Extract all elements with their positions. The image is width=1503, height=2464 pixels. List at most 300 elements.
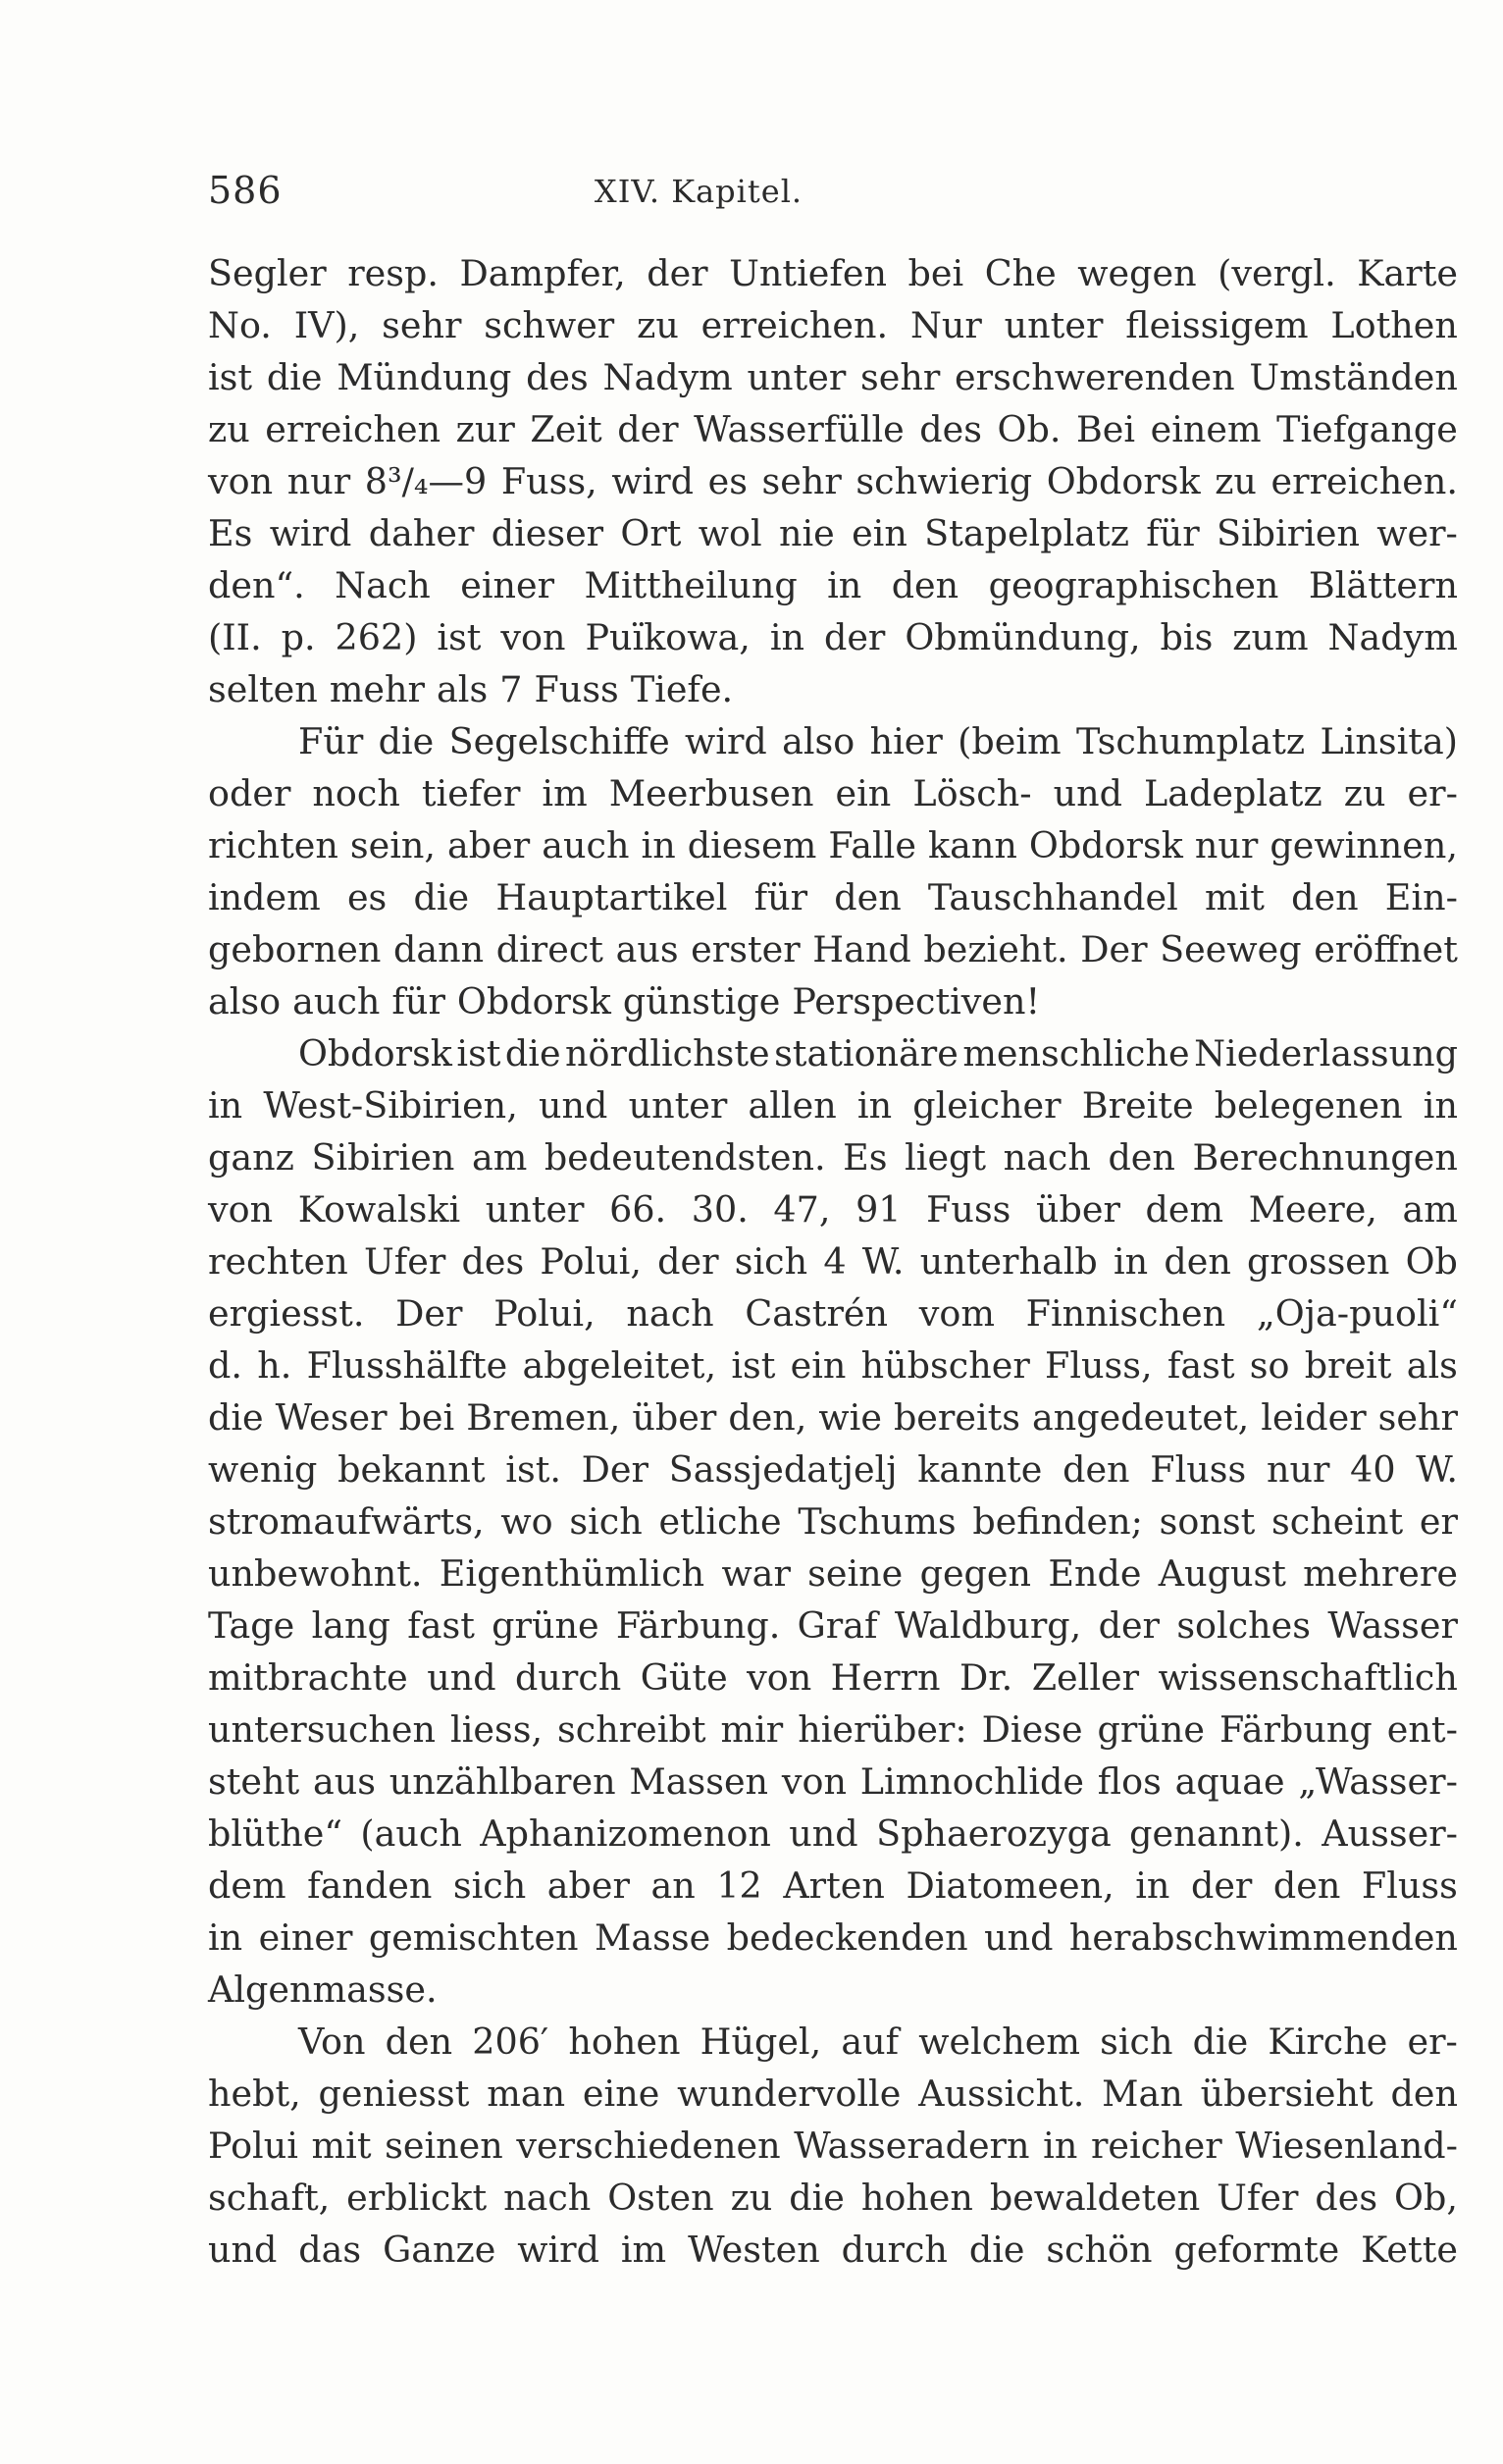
word: die (789, 2176, 845, 2219)
word: Algenmasse. (208, 1968, 438, 2011)
word: gleicher (912, 1084, 1062, 1127)
word: Wasser (1327, 1604, 1458, 1647)
word: Polui (208, 2124, 298, 2167)
word: übersieht (1200, 2072, 1373, 2115)
text-line (208, 975, 1458, 1027)
word: dieser (491, 512, 604, 554)
word: bei (907, 252, 964, 294)
word: des (1315, 2176, 1378, 2219)
word: Flusshälfte (306, 1344, 508, 1387)
word: Man (1102, 2072, 1183, 2115)
word: Obdorsk (298, 1032, 452, 1075)
word: schwierig (855, 460, 1033, 502)
word: der (657, 1240, 719, 1283)
word: ganz (208, 1136, 294, 1179)
word: nur (286, 460, 351, 502)
word: Ob (1405, 1240, 1458, 1283)
word: Seeweg (1160, 928, 1302, 970)
word: den (1062, 1448, 1130, 1491)
word: Aussicht. (918, 2072, 1085, 2115)
word: wo (500, 1500, 553, 1543)
word: die (1192, 2020, 1249, 2063)
word: also (782, 720, 855, 762)
word: Dr. (959, 1656, 1013, 1699)
text-line (208, 1547, 1458, 1599)
word: selten (208, 668, 318, 710)
word: Lothen (1330, 304, 1458, 346)
word: bedeutendsten. (544, 1136, 826, 1179)
word: Fluss (1150, 1448, 1247, 1491)
word: fanden (307, 1864, 433, 1907)
word: mitbrachte (208, 1656, 408, 1699)
word: es (707, 460, 748, 502)
word: Mündung (337, 356, 512, 398)
text-line (208, 715, 1458, 767)
word: den (1108, 1136, 1175, 1179)
word: den (1272, 1864, 1341, 1907)
word: ein (852, 512, 907, 554)
word: Kette (1361, 2228, 1458, 2271)
word: die (266, 356, 323, 398)
word: es (346, 876, 388, 918)
word: Von (298, 2020, 366, 2063)
word: den (1390, 2072, 1458, 2115)
text-line (208, 611, 1458, 663)
word: bezieht. (923, 928, 1068, 970)
word: bei (398, 1396, 455, 1439)
word: Obdorsk (1028, 824, 1183, 866)
word: unter (747, 356, 847, 398)
word: auf (841, 2020, 900, 2063)
text-line (208, 663, 1458, 715)
word: „Oja-puoli“ (1256, 1292, 1458, 1335)
word: Hügel, (700, 2020, 822, 2063)
word: eröffnet (1314, 928, 1458, 970)
word: von (208, 1188, 274, 1231)
word: flos (1097, 1760, 1162, 1803)
running-head: XIV. Kapitel. (594, 173, 803, 210)
word: so (1249, 1344, 1290, 1387)
word: Herrn (830, 1656, 941, 1699)
word: Segelschiffe (448, 720, 670, 762)
word: W. (861, 1240, 905, 1283)
word: von (781, 1760, 847, 1803)
word: in (208, 1916, 243, 1959)
word: hierüber: (798, 1708, 967, 1751)
text-line (208, 1964, 1458, 2016)
word: 30. (691, 1188, 749, 1231)
word: solches (1176, 1604, 1311, 1647)
word: günstige (622, 980, 781, 1022)
word: wol (698, 512, 762, 554)
word: erster (691, 928, 801, 970)
word: des (461, 1240, 525, 1283)
word: zu (1215, 460, 1257, 502)
word: (beim (958, 720, 1062, 762)
word: von (747, 1656, 812, 1699)
word: grüne (492, 1604, 599, 1647)
word: Finnischen (1025, 1292, 1226, 1335)
word: er- (1407, 772, 1458, 814)
word: Graf (797, 1604, 878, 1647)
word: nach (503, 2176, 592, 2219)
word: schreibt (557, 1708, 706, 1751)
word: unter (1004, 304, 1104, 346)
word: Sphaerozyga (876, 1812, 1112, 1855)
word: und (427, 1656, 496, 1699)
word: Berechnungen (1192, 1136, 1458, 1179)
word: allen (748, 1084, 837, 1127)
word: bewaldeten (989, 2176, 1201, 2219)
word: diesem (687, 824, 817, 866)
word: noch (312, 772, 400, 814)
word: 40 (1350, 1448, 1396, 1491)
word: erschwerenden (955, 356, 1235, 398)
text-line (208, 1756, 1458, 1808)
word: Sibirien (1217, 512, 1360, 554)
word: Segler (208, 252, 327, 294)
word: in (1113, 1240, 1149, 1283)
word: Dampfer, (459, 252, 626, 294)
word: Ufer (363, 1240, 446, 1283)
word: als (437, 668, 489, 710)
text-line (208, 403, 1458, 455)
text-line (208, 1287, 1458, 1339)
word: seinen (385, 2124, 503, 2167)
word: Sassjedatjelj (668, 1448, 898, 1491)
word: Ufer (1217, 2176, 1299, 2219)
word: mehrere (1303, 1552, 1458, 1595)
word: Zeit (530, 408, 602, 450)
word: und (208, 2228, 278, 2271)
word: den, (728, 1396, 807, 1439)
word: Ob. (997, 408, 1062, 450)
word: sehr (1377, 1396, 1458, 1439)
text-line (208, 1651, 1458, 1704)
word: ist (437, 616, 482, 658)
word: die (504, 1032, 561, 1075)
word: in (827, 564, 862, 606)
word: Färbung (1218, 1708, 1373, 1751)
word: resp. (347, 252, 439, 294)
word: schaft, (208, 2176, 331, 2219)
word: Hauptartikel (495, 876, 728, 918)
word: geniesst (318, 2072, 470, 2115)
word: stromaufwärts, (208, 1500, 485, 1543)
word: wegen (1077, 252, 1197, 294)
word: Umständen (1249, 356, 1458, 398)
word: der (1190, 1864, 1253, 1907)
word: dann (392, 928, 485, 970)
word: und (789, 1812, 858, 1855)
word: Puïkowa, (585, 616, 751, 658)
word: nach (1003, 1136, 1091, 1179)
word: 4 (823, 1240, 847, 1283)
word: Breite (1081, 1084, 1194, 1127)
word: hohen (860, 2176, 973, 2219)
text-line (208, 1131, 1458, 1183)
word: nach (626, 1292, 714, 1335)
word: belegenen (1214, 1084, 1403, 1127)
word: direct (495, 928, 603, 970)
word: aber (546, 1864, 630, 1907)
word: Perspectiven! (792, 980, 1041, 1022)
word: Tauschhandel (927, 876, 1178, 918)
word: Masse (594, 1916, 711, 1959)
word: 206′ (472, 2020, 549, 2063)
text-line (208, 2068, 1458, 2120)
word: ergiesst. (208, 1292, 365, 1335)
word: Fluss (1361, 1864, 1458, 1907)
word: Tschumplatz (1075, 720, 1306, 762)
word: zu (1343, 772, 1386, 814)
text-line (208, 1704, 1458, 1756)
word: Karte (1357, 252, 1458, 294)
word: den (834, 876, 902, 918)
word: bedeckenden (726, 1916, 968, 1959)
word: dem (1145, 1188, 1224, 1231)
word: Aphanizomenon (480, 1812, 771, 1855)
word: unzählbaren (389, 1760, 616, 1803)
word: Güte (640, 1656, 728, 1699)
word: Ein- (1384, 876, 1458, 918)
word: 8³/₄—9 (364, 460, 488, 502)
word: Es (843, 1136, 888, 1179)
text-line (208, 1339, 1458, 1391)
word: Kowalski (297, 1188, 461, 1231)
word: reicher (1090, 2124, 1222, 2167)
word: Fuss (926, 1188, 1011, 1231)
word: bekannt (337, 1448, 486, 1491)
word: sich (1100, 2020, 1173, 2063)
word: 47, (773, 1188, 831, 1231)
word: ent- (1386, 1708, 1458, 1751)
word: aquae (1174, 1760, 1285, 1803)
word: zu (208, 408, 250, 450)
word: Niederlassung (1194, 1032, 1458, 1075)
word: untersuchen (208, 1708, 437, 1751)
word: unter (628, 1084, 728, 1127)
word: einer (460, 564, 555, 606)
word: zu (637, 304, 679, 346)
word: im (620, 2228, 667, 2271)
word: in (1135, 1864, 1170, 1907)
word: der (1098, 1604, 1161, 1647)
word: er (1419, 1500, 1458, 1543)
word: Ende (1048, 1552, 1142, 1595)
word: verschiedenen (516, 2124, 781, 2167)
word: wundervolle (677, 2072, 902, 2115)
word: erblickt (346, 2176, 488, 2219)
text-line (208, 1027, 1458, 1079)
word: sehr (382, 304, 462, 346)
word: Bremen, (466, 1396, 621, 1439)
text-line (208, 2120, 1458, 2172)
word: Es (208, 512, 253, 554)
word: Obdorsk (1046, 460, 1201, 502)
word: d. (208, 1344, 242, 1387)
word: 91 (855, 1188, 902, 1231)
page-header (208, 169, 1452, 216)
word: auch (292, 980, 381, 1022)
word: in (1043, 2124, 1078, 2167)
word: wird (269, 512, 352, 554)
word: Mittheilung (584, 564, 798, 606)
word: 7 (499, 668, 523, 710)
word: mit (1204, 876, 1265, 918)
word: genannt). (1129, 1812, 1304, 1855)
word: sich (734, 1240, 808, 1283)
word: der (823, 616, 886, 658)
word: ist (208, 356, 253, 398)
word: durch (841, 2228, 948, 2271)
text-line (208, 247, 1458, 299)
word: die (968, 2228, 1025, 2271)
word: mehr (329, 668, 425, 710)
word: den (1291, 876, 1359, 918)
word: Limnochlide (859, 1760, 1084, 1803)
word: liegt (905, 1136, 987, 1179)
word: den (1164, 1240, 1231, 1283)
word: ist (456, 1032, 501, 1075)
word: fast (1166, 1344, 1235, 1387)
word: den“. (208, 564, 305, 606)
word: die (208, 1396, 264, 1439)
word: Osten (607, 2176, 714, 2219)
word: durch (515, 1656, 622, 1699)
word: unterhalb (919, 1240, 1098, 1283)
word: für (391, 980, 445, 1022)
word: an (650, 1864, 696, 1907)
word: hier (869, 720, 943, 762)
text-line (208, 767, 1458, 819)
word: Hand (812, 928, 911, 970)
word: Wasseradern (794, 2124, 1030, 2167)
text-line (208, 1183, 1458, 1235)
word: breit (1304, 1344, 1392, 1387)
word: hebt, (208, 2072, 301, 2115)
word: ein (835, 772, 892, 814)
word: von (208, 460, 274, 502)
word: 262) (335, 616, 418, 658)
word: das (298, 2228, 362, 2271)
word: Arten (783, 1864, 885, 1907)
word: bereits (893, 1396, 1021, 1439)
word: (vergl. (1218, 252, 1336, 294)
word: Polui, (540, 1240, 642, 1283)
word: liess, (450, 1708, 544, 1751)
word: zur (455, 408, 515, 450)
text-line (208, 1860, 1458, 1912)
word: am (1402, 1188, 1458, 1231)
word: im (542, 772, 588, 814)
word: wie (818, 1396, 882, 1439)
word: etliche (658, 1500, 782, 1543)
word: man (487, 2072, 566, 2115)
page-number: 586 (208, 169, 283, 212)
word: unbewohnt. (208, 1552, 423, 1595)
word: Der (395, 1292, 463, 1335)
word: sonst (1159, 1500, 1256, 1543)
word: (auch (360, 1812, 462, 1855)
word: wird (685, 720, 767, 762)
word: über (632, 1396, 717, 1439)
word: Fluss, (1045, 1344, 1153, 1387)
text-line (208, 1391, 1458, 1443)
word: für (753, 876, 808, 918)
word: Lösch- (912, 772, 1032, 814)
word: und (538, 1084, 608, 1127)
word: menschliche (962, 1032, 1190, 1075)
word: W. (1416, 1448, 1458, 1491)
word: befinden; (972, 1500, 1143, 1543)
word: Nur (909, 304, 982, 346)
word: nur (1194, 824, 1259, 866)
word: tiefer (421, 772, 521, 814)
word: Tiefe. (630, 668, 734, 710)
word: und (984, 1916, 1054, 1959)
word: nie (778, 512, 835, 554)
body-text (208, 247, 1458, 2276)
word: ist (731, 1344, 776, 1387)
word: Untiefen (729, 252, 887, 294)
word: Linsita) (1320, 720, 1458, 762)
word: sehr (761, 460, 842, 502)
word: hübscher (860, 1344, 1030, 1387)
word: grüne (1097, 1708, 1205, 1751)
word: grossen (1247, 1240, 1390, 1283)
word: einem (1150, 408, 1262, 450)
word: Eigenthümlich (439, 1552, 705, 1595)
word: Meere, (1248, 1188, 1377, 1231)
word: erreichen (265, 408, 441, 450)
word: Der (581, 1448, 648, 1491)
word: h. (257, 1344, 292, 1387)
word: abgeleitet, (522, 1344, 717, 1387)
word: am (471, 1136, 528, 1179)
word: Waldburg, (894, 1604, 1082, 1647)
word: Für (298, 720, 364, 762)
word: ist. (505, 1448, 561, 1491)
word: wenig (208, 1448, 318, 1491)
word: bis (1160, 616, 1214, 658)
word: wer- (1376, 512, 1458, 554)
word: angedeutet, (1032, 1396, 1250, 1439)
word: stationäre (774, 1032, 959, 1075)
word: Polui, (493, 1292, 596, 1335)
word: aber (447, 824, 531, 866)
word: leider (1261, 1396, 1367, 1439)
word: Diese (981, 1708, 1083, 1751)
word: hohen (568, 2020, 681, 2063)
word: West-Sibirien, (263, 1084, 518, 1127)
word: Castrén (745, 1292, 889, 1335)
word: in (856, 1084, 893, 1127)
word: lang (311, 1604, 390, 1647)
word: über (1036, 1188, 1120, 1231)
word: Zeller (1031, 1656, 1140, 1699)
word: Westen (688, 2228, 820, 2271)
word: zu (730, 2176, 773, 2219)
word: den (891, 564, 959, 606)
word: richten (208, 824, 338, 866)
text-line (208, 1079, 1458, 1131)
word: kann (927, 824, 1017, 866)
word: Wasserfülle (694, 408, 905, 450)
word: geographischen (988, 564, 1279, 606)
text-line (208, 1495, 1458, 1547)
word: wird (517, 2228, 599, 2271)
